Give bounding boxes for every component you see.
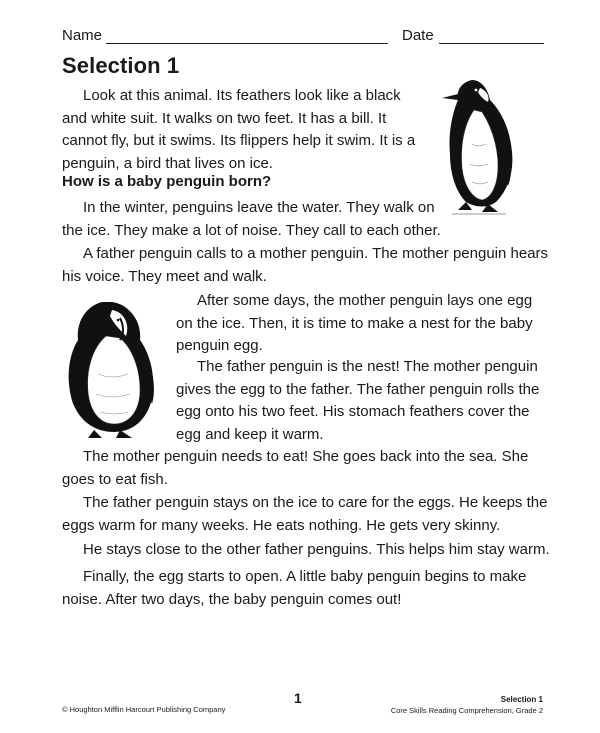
penguin-head-down-illustration [62,296,162,442]
copyright-notice: © Houghton Mifflin Harcourt Publishing Company [62,705,226,714]
footer-book-title: Core Skills Reading Comprehension, Grade 2 [390,706,543,715]
name-field-line[interactable] [106,43,388,44]
paragraph-4: After some days, the mother penguin lays one egg on the ice. Then, it is time to make a nest for the baby penguin egg. [176,292,533,354]
date-label: Date [402,27,434,44]
footer-selection: Selection 1 [500,695,543,704]
paragraph-2: In the winter, penguins leave the water. They walk on the ice. They make a lot of noise. They call to each other. [62,199,441,239]
footer-source [391,694,543,716]
paragraph-8: He stays close to the other father penguins. This helps him stay warm. [83,541,550,558]
paragraph-6: The mother penguin needs to eat! She goes back into the sea. She goes to eat fish. [62,448,529,488]
page-number: 1 [294,690,302,706]
date-field-line[interactable] [439,43,544,44]
name-date-header [62,27,546,47]
paragraph-7: The father penguin stays on the ice to care for the eggs. He keeps the eggs warm for many weeks. He eats nothing. He gets very skinny. [62,494,548,534]
paragraph-5: The father penguin is the nest! The mother penguin gives the egg to the father. The father penguin rolls the egg onto his two feet. His stomach feathers cover the egg and keep it warm. [176,358,540,443]
name-label: Name [62,27,103,44]
paragraph-1: Look at this animal. Its feathers look like a black and white suit. It walks on two feet. It has a bill. It cannot fly, but it swims. Its flippers help it swim. It is a penguin, a bird that lives on ice. [62,87,416,172]
paragraph-9: Finally, the egg starts to open. A little baby penguin begins to make noise. After two days, the baby penguin comes out! [62,568,527,608]
paragraph-3: A father penguin calls to a mother penguin. The mother penguin hears his voice. They meet and walk. [62,245,549,285]
subheading: How is a baby penguin born? [62,173,272,190]
page-title: Selection 1 [62,53,180,78]
